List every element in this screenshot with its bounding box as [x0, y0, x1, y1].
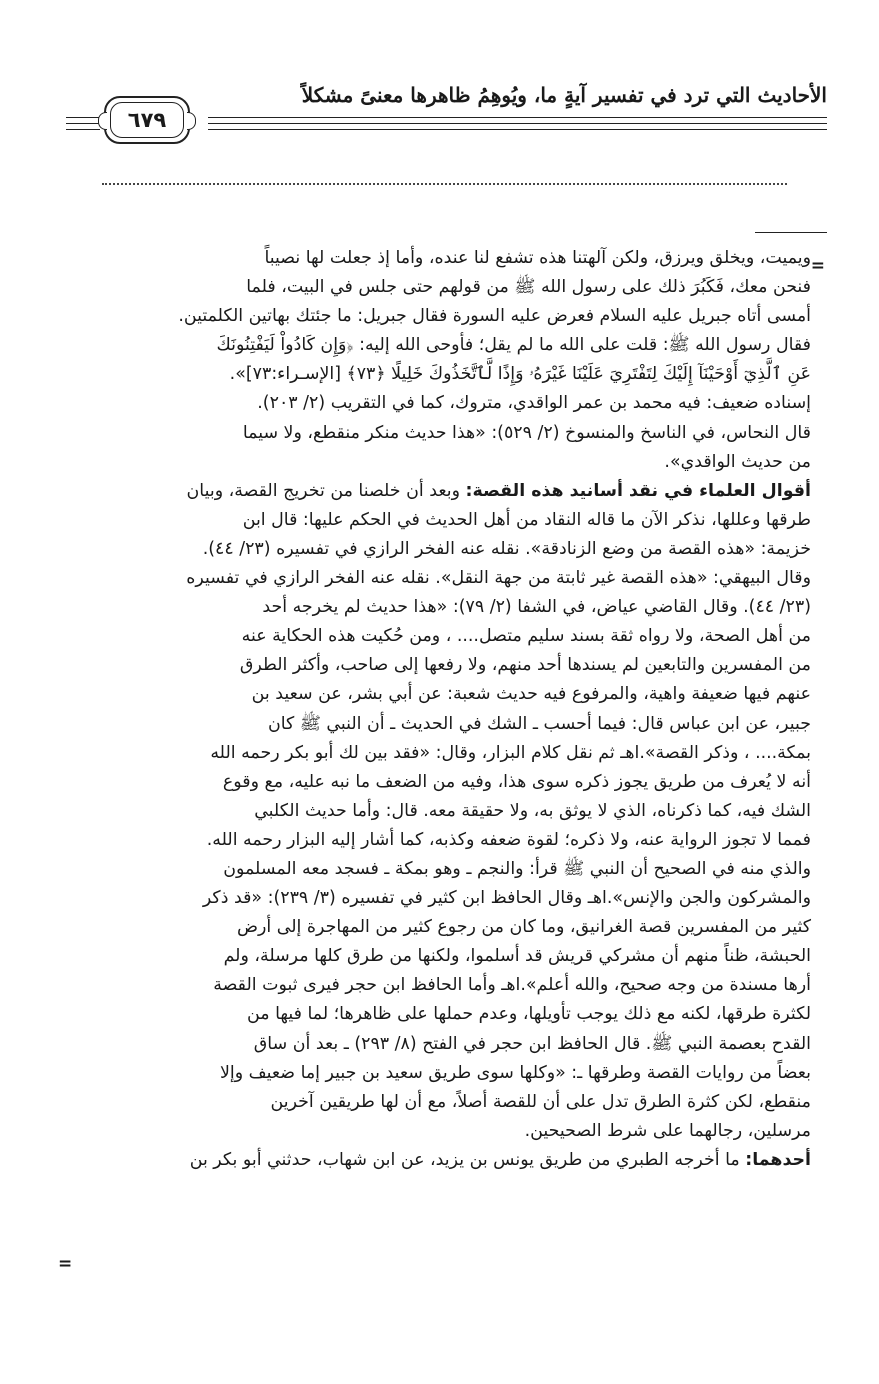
text-line [107, 448, 811, 477]
text-line [107, 564, 811, 593]
text-line [107, 1000, 811, 1029]
text-line [107, 1030, 811, 1059]
footnote-body [107, 244, 811, 1175]
line-text: فنحن معك، فَكَبُرَ ذلك على رسول الله ﷺ من قولهم حتى جلس في البيت، فلما [246, 277, 811, 298]
line-text: منقطع، لكن كثرة الطرق تدل على أن للقصة أصلاً، مع أن لها طريقين آخرين [270, 1091, 811, 1112]
line-text: وقال البيهقي: «هذه القصة غير ثابتة من جهة النقل». نقله عنه الفخر الرازي في تفسيره [186, 568, 811, 589]
line-text: عَنِ ٱلَّذِيٓ أَوْحَيْنَآ إِلَيْكَ لِتَفْتَرِيَ عَلَيْنَا غَيْرَهُۥ وَإِذًا لَّٱتَّخَذُوكَ خَلِيلًا ﴿٧٣﴾ [الإسـراء:٧٣]». [229, 364, 811, 385]
text-line [107, 913, 811, 942]
line-text: والذي منه في الصحيح أن النبي ﷺ قرأ: والنجم ـ وهو بمكة ـ فسجد معه المسلمون [223, 858, 811, 879]
page-number-frame [104, 96, 190, 144]
header-rule-left [66, 117, 100, 118]
text-line [107, 855, 811, 884]
text-line [107, 477, 811, 506]
line-text: قال النحاس، في الناسخ والمنسوخ (٢/ ٥٢٩): «هذا حديث منكر منقطع، ولا سيما [242, 422, 811, 443]
running-title: الأحاديث التي ترد في تفسير آيةٍ ما، ويُوهِمُ ظاهرها معنىً مشكلاً [301, 83, 827, 107]
text-line [107, 419, 811, 448]
header-rule [208, 123, 827, 124]
line-text: فمما لا تجوز الرواية عنه، ولا ذكره؛ لقوة ضعفه وكذبه، كما أشار إليه البزار رحمه الله. [206, 829, 811, 850]
text-line [107, 302, 811, 331]
text-line [107, 331, 811, 360]
line-text: ويميت، ويخلق ويرزق، ولكن آلهتنا هذه تشفع لنا عنده، وأما إذ جعلت لها نصيباً [264, 248, 811, 268]
section-lead: أقوال العلماء في نقد أسانيد هذه القصة: [465, 480, 811, 501]
text-line [107, 244, 811, 273]
line-text: أرها مسندة من وجه صحيح، والله أعلم».اهـ وأما الحافظ ابن حجر فيرى ثبوت القصة [213, 975, 811, 996]
text-line [107, 1088, 811, 1117]
text-line [107, 273, 811, 302]
line-text: فقال رسول الله ﷺ: قلت على الله ما لم يقل؛ فأوحى الله إليه: ﴿وَإِن كَادُواْ لَيَفْتِنُونَكَ [216, 335, 811, 356]
text-line [107, 710, 811, 739]
continuation-mark-start: = [810, 256, 825, 276]
line-text: القدح بعصمة النبي ﷺ. قال الحافظ ابن حجر في الفتح (٨/ ٢٩٣) ـ بعد أن ساق [253, 1033, 811, 1054]
text-line [107, 739, 811, 768]
line-text: مرسلين، رجالهما على شرط الصحيحين. [524, 1120, 811, 1141]
line-text: من المفسرين والتابعين لم يسندها أحد منهم، ولا رفعها إلى صاحب، وأكثر الطرق [239, 655, 811, 676]
text-line [107, 506, 811, 535]
header-rule-left [66, 129, 100, 130]
line-text: بمكة.... ، وذكر القصة».اهـ ثم نقل كلام البزار، وقال: «فقد بين لك أبو بكر رحمه الله [210, 742, 811, 763]
line-text: ما أخرجه الطبري من طريق يونس بن يزيد، عن ابن شهاب، حدثني أبو بكر بن [189, 1149, 746, 1170]
text-line [107, 1117, 811, 1146]
text-line [107, 826, 811, 855]
line-text: من أهل الصحة، ولا رواه ثقة بسند سليم متصل.... ، ومن حُكيت هذه الحكاية عنه [241, 626, 811, 647]
frame-ornament [98, 112, 107, 130]
line-text: (٢٣/ ٤٤). وقال القاضي عياض، في الشفا (٢/ ٧٩): «هذا حديث لم يخرجه أحد [262, 597, 811, 618]
header-rule [208, 129, 827, 130]
line-text: إسناده ضعيف: فيه محمد بن عمر الواقدي، متروك، كما في التقريب (٢/ ٢٠٣). [257, 393, 811, 414]
text-line [107, 360, 811, 389]
line-text: وبعد أن خلصنا من تخريج القصة، وبيان [186, 480, 466, 501]
text-line [107, 797, 811, 826]
line-text: لكثرة طرقها، لكنه مع ذلك يوجب تأويلها، وعدم حملها على ظاهرها؛ لما فيها من [246, 1004, 811, 1025]
text-line [107, 680, 811, 709]
frame-ornament [187, 112, 196, 130]
text-line [107, 884, 811, 913]
header-rule [208, 117, 827, 118]
line-text: جبير، عن ابن عباس قال: فيما أحسب ـ الشك في الحديث ـ أن النبي ﷺ كان [267, 713, 811, 734]
line-text: الحبشة، ظناً منهم أن مشركي قريش قد أسلموا، ولكنها من طرق كلها مرسلة، ولم [223, 946, 811, 967]
dotted-separator [102, 183, 787, 185]
header-rule-left [66, 123, 100, 124]
text-line [107, 622, 811, 651]
line-text: أمسى أتاه جبريل عليه السلام فعرض عليه السورة فقال جبريل: ما جئتك بهاتين الكلمتين. [178, 306, 811, 327]
section-lead: أحدهما: [745, 1149, 811, 1170]
line-text: أنه لا يُعرف من طريق يجوز ذكره سوى هذا، وفيه من الضعف ما نبه عليه، مع وقوع [222, 771, 811, 792]
line-text: كثير من المفسرين قصة الغرانيق، وما كان من رجوع كثير من المهاجرة إلى أرض [236, 917, 811, 938]
line-text: من حديث الواقدي». [664, 451, 811, 472]
continuation-mark-end: = [58, 1254, 73, 1274]
text-line [107, 593, 811, 622]
text-line [107, 1146, 811, 1175]
text-line [107, 389, 811, 418]
line-text: عنهم فيها ضعيفة واهية، والمرفوع فيه حديث شعبة: عن أبي بشر، عن سعيد بن [251, 684, 811, 705]
text-line [107, 971, 811, 1000]
text-line [107, 651, 811, 680]
line-text: والمشركون والجن والإنس».اهـ وقال الحافظ ابن كثير في تفسيره (٣/ ٢٣٩): «قد ذكر [202, 888, 811, 909]
line-text: الشك فيه، كما ذكرناه، الذي لا يوثق به، ولا حقيقة معه. قال: وأما حديث الكلبي [254, 800, 811, 821]
text-line [107, 942, 811, 971]
line-text: بعضاً من روايات القصة وطرقها ـ: «وكلها سوى طريق سعيد بن جبير إما ضعيف وإلا [219, 1062, 811, 1083]
text-line [107, 1059, 811, 1088]
line-text: خزيمة: «هذه القصة من وضع الزنادقة». نقله عنه الفخر الرازي في تفسيره (٢٣/ ٤٤). [202, 538, 811, 559]
line-text: طرقها وعللها، نذكر الآن ما قاله النقاد من أهل الحديث في الحكم عليها: قال ابن [242, 509, 811, 530]
footnote-rule [755, 232, 827, 233]
page-number: ٦٧٩ [110, 102, 184, 138]
text-line [107, 535, 811, 564]
text-line [107, 768, 811, 797]
